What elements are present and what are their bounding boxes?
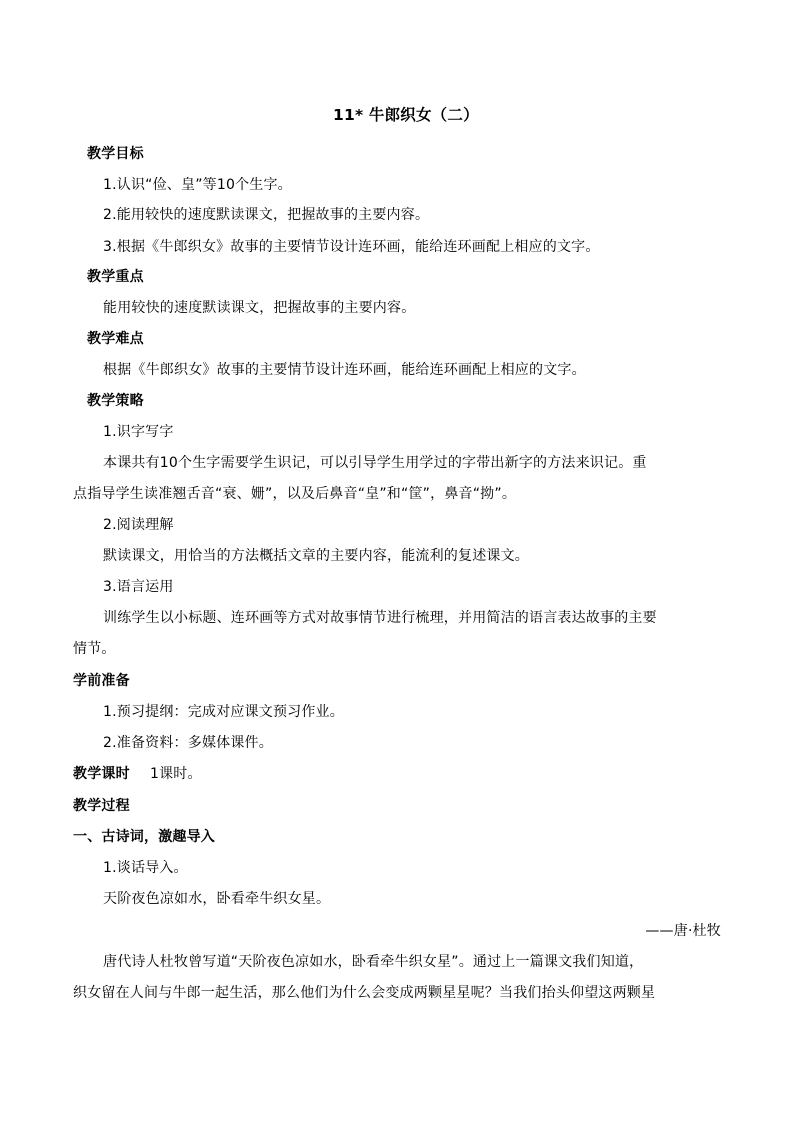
- strategy-sub-language: 3.语言运用: [103, 579, 174, 595]
- page-title: 11* 牛郎织女（二）: [333, 106, 479, 124]
- process-heading: 教学过程: [73, 798, 130, 814]
- process-section-heading: 一、古诗词，激趣导入: [73, 829, 215, 845]
- strategy-text-reading: 默读课文，用恰当的方法概括文章的主要内容，能流利的复述课文。: [103, 548, 529, 564]
- poem-line: 天阶夜色凉如水，卧看牵牛织女星。: [103, 891, 331, 907]
- prep-heading: 学前准备: [73, 673, 130, 689]
- goal-item: 1.认识“俭、皇”等10个生字。: [103, 177, 292, 193]
- strategy-sub-literacy: 1.识字写字: [103, 424, 174, 440]
- difficulties-text: 根据《牛郎织女》故事的主要情节设计连环画，能给连环画配上相应的文字。: [103, 362, 586, 378]
- strategy-text-literacy-2: 点指导学生读准翘舌音“衰、姗”，以及后鼻音“皇”和“筐”，鼻音“拗”。: [73, 486, 517, 502]
- strategy-text-language-2: 情节。: [73, 641, 116, 657]
- goal-item: 2.能用较快的速度默读课文，把握故事的主要内容。: [103, 207, 430, 223]
- key-points-heading: 教学重点: [87, 269, 144, 285]
- strategy-text-language-1: 训练学生以小标题、连环画等方式对故事情节进行梳理，并用简洁的语言表达故事的主要: [103, 610, 657, 626]
- process-step: 1.谈话导入。: [103, 860, 188, 876]
- strategy-text-literacy-1: 本课共有10个生字需要学生识记，可以引导学生用学过的字带出新字的方法来识记。重: [103, 455, 647, 471]
- prep-item: 1.预习提纲：完成对应课文预习作业。: [103, 704, 344, 720]
- poem-attribution: ——唐·杜牧: [645, 923, 721, 939]
- strategy-heading: 教学策略: [87, 393, 144, 409]
- hours-value: 1课时。: [150, 766, 202, 782]
- goal-item: 3.根据《牛郎织女》故事的主要情节设计连环画，能给连环画配上相应的文字。: [103, 239, 600, 255]
- prep-item: 2.准备资料：多媒体课件。: [103, 735, 273, 751]
- difficulties-heading: 教学难点: [87, 331, 144, 347]
- intro-paragraph-2: 织女留在人间与牛郎一起生活，那么他们为什么会变成两颗星星呢？当我们抬头仰望这两颗星: [73, 985, 656, 1001]
- key-points-text: 能用较快的速度默读课文，把握故事的主要内容。: [103, 300, 416, 316]
- strategy-sub-reading: 2.阅读理解: [103, 517, 174, 533]
- goals-heading: 教学目标: [87, 146, 144, 162]
- intro-paragraph-1: 唐代诗人杜牧曾写道“天阶夜色凉如水，卧看牵牛织女星”。通过上一篇课文我们知道，: [103, 954, 644, 970]
- hours-label: 教学课时: [73, 766, 130, 782]
